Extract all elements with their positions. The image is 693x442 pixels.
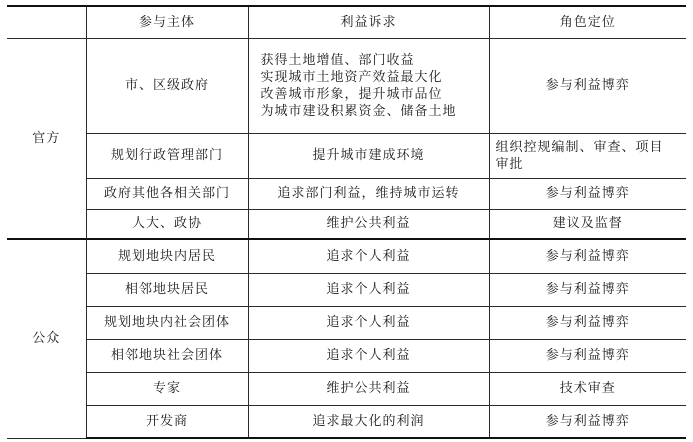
demand-cell: 维护公共利益 xyxy=(248,209,489,239)
role-cell: 参与利益博弈 xyxy=(489,405,686,438)
table-row xyxy=(7,372,686,405)
role-line: 审批 xyxy=(495,156,524,172)
group-label-official: 官方 xyxy=(7,38,86,239)
subject-cell: 相邻地块居民 xyxy=(86,273,248,306)
header-role: 角色定位 xyxy=(489,6,686,38)
group-label-public: 公众 xyxy=(7,239,86,438)
subject-cell: 政府其他各相关部门 xyxy=(86,178,248,209)
demand-line: 实现城市土地资产效益最大化 xyxy=(260,69,443,85)
role-cell: 技术审查 xyxy=(489,372,686,405)
role-cell: 参与利益博弈 xyxy=(489,239,686,273)
role-cell xyxy=(489,133,686,178)
demand-cell: 提升城市建成环境 xyxy=(248,133,489,178)
table-row xyxy=(7,239,686,273)
role-cell: 参与利益博弈 xyxy=(489,38,686,133)
table-row xyxy=(7,178,686,209)
subject-cell: 开发商 xyxy=(86,405,248,438)
demand-line: 改善城市形象，提升城市品位 xyxy=(260,86,443,102)
subject-cell: 相邻地块社会团体 xyxy=(86,339,248,372)
demand-cell: 追求个人利益 xyxy=(248,239,489,273)
demand-cell: 追求个人利益 xyxy=(248,306,489,339)
table-row xyxy=(7,38,686,133)
role-cell: 参与利益博弈 xyxy=(489,306,686,339)
subject-cell: 规划行政管理部门 xyxy=(86,133,248,178)
demand-cell: 追求部门利益，维持城市运转 xyxy=(248,178,489,209)
subject-cell: 规划地块内社会团体 xyxy=(86,306,248,339)
header-blank xyxy=(7,6,86,38)
stakeholder-table xyxy=(7,5,686,439)
subject-cell: 市、区级政府 xyxy=(86,38,248,133)
demand-cell xyxy=(248,38,489,133)
table-row xyxy=(7,306,686,339)
table-row xyxy=(7,133,686,178)
header-subject: 参与主体 xyxy=(86,6,248,38)
role-cell: 参与利益博弈 xyxy=(489,273,686,306)
demand-line: 为城市建设积累资金、储备土地 xyxy=(260,103,457,119)
demand-line: 获得土地增值、部门收益 xyxy=(260,52,415,68)
subject-cell: 人大、政协 xyxy=(86,209,248,239)
table-row xyxy=(7,339,686,372)
table-row xyxy=(7,273,686,306)
table-row xyxy=(7,209,686,239)
role-cell: 参与利益博弈 xyxy=(489,178,686,209)
demand-cell: 追求个人利益 xyxy=(248,273,489,306)
table-row xyxy=(7,405,686,438)
demand-cell: 追求个人利益 xyxy=(248,339,489,372)
demand-cell: 维护公共利益 xyxy=(248,372,489,405)
header-demand: 利益诉求 xyxy=(248,6,489,38)
subject-cell: 规划地块内居民 xyxy=(86,239,248,273)
role-line: 组织控规编制、审查、项目 xyxy=(495,139,664,155)
demand-cell: 追求最大化的利润 xyxy=(248,405,489,438)
subject-cell: 专家 xyxy=(86,372,248,405)
role-cell: 建议及监督 xyxy=(489,209,686,239)
role-cell: 参与利益博弈 xyxy=(489,339,686,372)
header-row xyxy=(7,6,686,38)
